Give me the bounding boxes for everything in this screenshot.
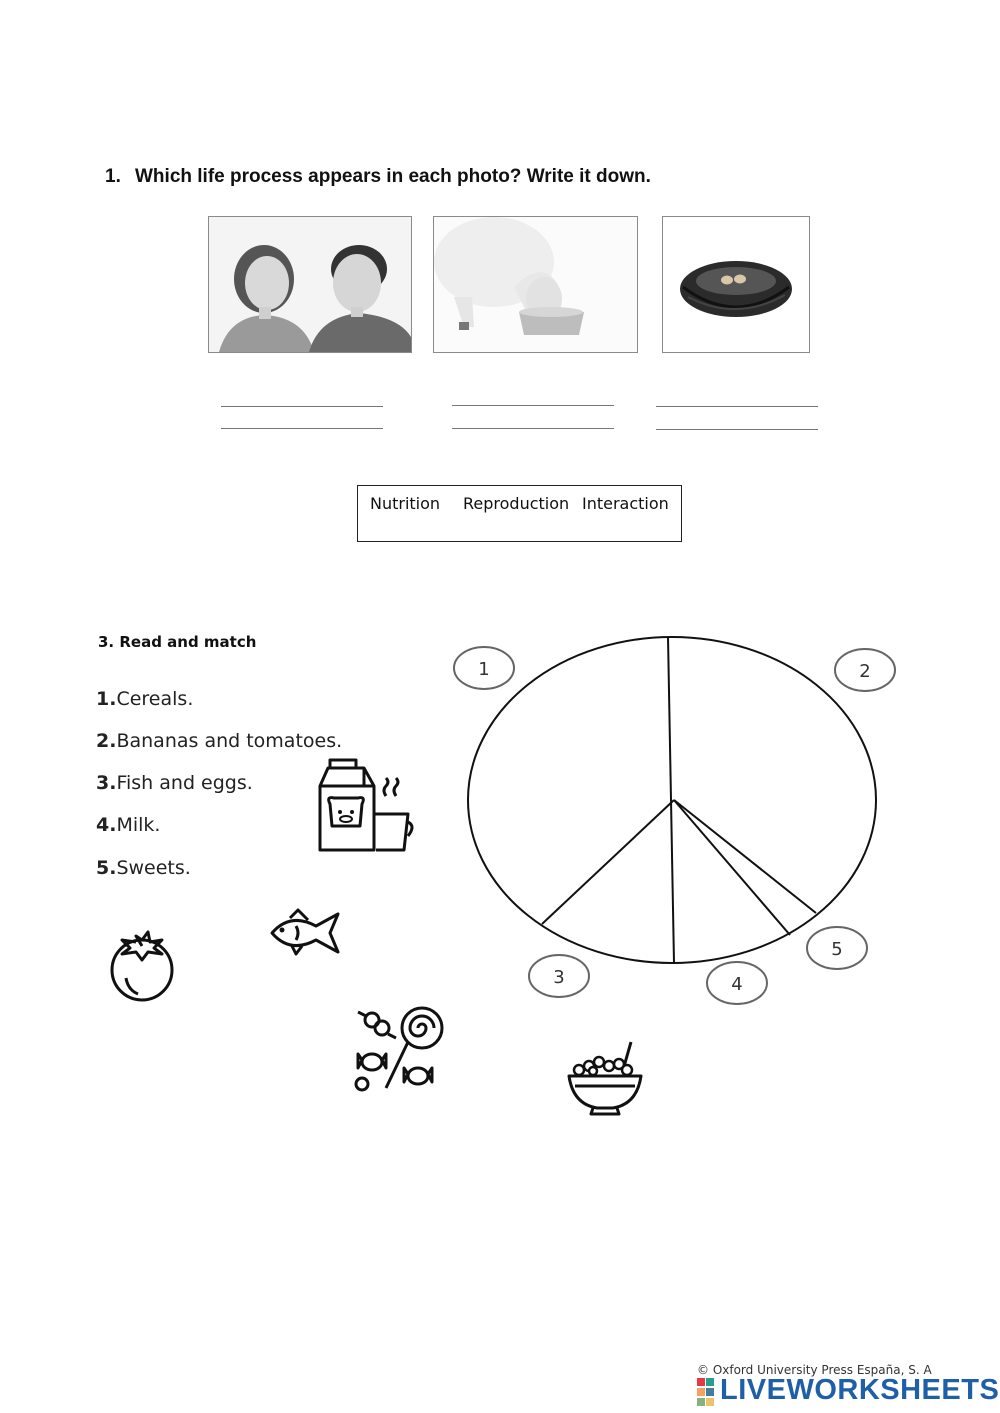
list-item: 5.Sweets. <box>96 857 191 879</box>
question-prompt: Which life process appears in each photo? Write it down. <box>135 166 651 187</box>
fish-icon[interactable] <box>268 906 343 960</box>
word-bank-interaction: Interaction <box>582 494 669 513</box>
brand-logo-text[interactable]: LIVEWORKSHEETS <box>720 1374 1000 1406</box>
answer-line[interactable] <box>656 429 818 430</box>
svg-text:2: 2 <box>859 661 871 682</box>
puppy-eating-photo <box>433 216 638 353</box>
svg-text:4: 4 <box>731 974 743 995</box>
svg-text:5: 5 <box>831 939 843 960</box>
label-circle-4[interactable] <box>707 962 767 1004</box>
label-circle-1[interactable] <box>454 647 514 689</box>
cereal-bowl-icon[interactable] <box>565 1038 645 1116</box>
food-wheel-diagram <box>440 625 910 1015</box>
word-bank-reproduction: Reproduction <box>463 494 570 513</box>
svg-text:1: 1 <box>478 659 490 680</box>
answer-line[interactable] <box>221 406 383 407</box>
copyright-credit: © Oxford University Press España, S. A <box>697 1363 932 1377</box>
answer-line[interactable] <box>221 428 383 429</box>
answer-line[interactable] <box>452 405 614 406</box>
label-circle-2[interactable] <box>835 649 895 691</box>
list-item: 1.Cereals. <box>96 688 194 710</box>
milk-carton-icon[interactable] <box>316 756 416 854</box>
sweets-icon[interactable] <box>352 1002 446 1094</box>
list-item: 3.Fish and eggs. <box>96 772 253 794</box>
children-talking-photo <box>208 216 412 353</box>
answer-line[interactable] <box>452 428 614 429</box>
list-item: 2.Bananas and tomatoes. <box>96 730 343 752</box>
liveworksheets-logo-icon <box>697 1378 715 1406</box>
word-bank-nutrition: Nutrition <box>370 494 441 513</box>
tomato-icon[interactable] <box>106 928 178 1002</box>
label-circle-5[interactable] <box>807 927 867 969</box>
label-circle-3[interactable] <box>529 955 589 997</box>
svg-text:3: 3 <box>553 967 565 988</box>
question-number: 1. <box>105 166 121 187</box>
answer-line[interactable] <box>656 406 818 407</box>
list-item: 4.Milk. <box>96 814 161 836</box>
question3-title: 3. Read and match <box>98 633 257 651</box>
bird-nest-eggs-photo <box>662 216 810 353</box>
